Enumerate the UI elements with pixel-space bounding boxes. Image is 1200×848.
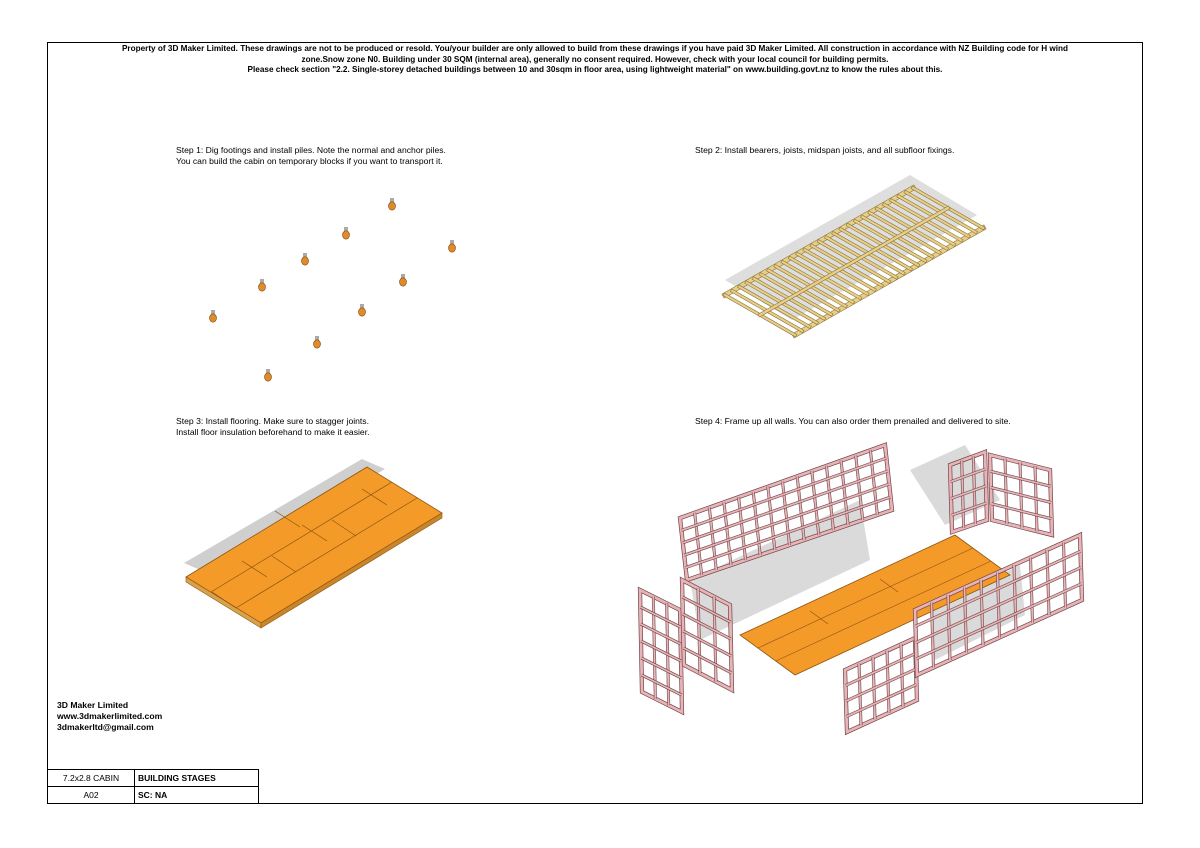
- title-block-rule: [259, 803, 304, 804]
- step-4-wall-framing-illustration: [630, 440, 1085, 745]
- sheet-number: A02: [48, 787, 135, 804]
- pile-2: [259, 279, 266, 291]
- copyright-notice: [52, 44, 1138, 76]
- step-4-caption: [695, 416, 1011, 427]
- step-3-caption-line-1: Step 3: Install flooring. Make sure to stagger joints.: [176, 416, 369, 426]
- step-4-caption-line-1: Step 4: Frame up all walls. You can also order them prenailed and delivered to site.: [695, 416, 1011, 426]
- step-3-caption-line-2: Install floor insulation beforehand to make it easier.: [176, 427, 370, 437]
- company-website: www.3dmakerlimited.com: [57, 711, 163, 721]
- step-2-caption-line-1: Step 2: Install bearers, joists, midspan joists, and all subfloor fixings.: [695, 145, 955, 155]
- right-end-wall-frame: [990, 455, 1052, 535]
- company-name: 3D Maker Limited: [57, 700, 129, 710]
- pile-3: [302, 253, 309, 265]
- step-3-caption: [176, 416, 369, 438]
- notice-line-2: zone.Snow zone N0. Building under 30 SQM (internal area), generally no consent required. However, check with your local council for building permits.: [301, 54, 889, 64]
- pile-8: [359, 304, 366, 316]
- pile-6: [449, 240, 456, 252]
- company-info: [57, 700, 162, 733]
- pile-1: [210, 310, 217, 322]
- notice-line-1: Property of 3D Maker Limited. These drawings are not to be produced or resold. You/your builder are only allowed to build from these drawings if you have paid 3D Maker Limited. All construction in accordance with NZ Building code for H wind: [121, 44, 1069, 53]
- step-2-caption: [695, 145, 954, 156]
- scale-note: SC: NA: [135, 787, 259, 804]
- notice-line-3: Please check section "2.2. Single-storey detached buildings between 10 and 30sqm in floor area, using lightweight material" on www.building.govt.nz to know the rules about this.: [247, 65, 943, 74]
- company-email: 3dmakerltd@gmail.com: [57, 722, 154, 732]
- front-wall-frame: [845, 638, 917, 732]
- step-3-flooring-illustration: [180, 455, 455, 675]
- pile-7: [400, 274, 407, 286]
- step-1-piles-illustration: [190, 190, 480, 390]
- title-block: [47, 769, 259, 804]
- drawing-title: BUILDING STAGES: [135, 770, 259, 787]
- left-end-wall-frame: [640, 590, 682, 712]
- pile-4: [343, 227, 350, 239]
- step-1-caption-line-1: Step 1: Dig footings and install piles. Note the normal and anchor piles.: [176, 145, 446, 155]
- step-1-caption: [176, 145, 446, 167]
- step-2-subfloor-framing-illustration: [715, 170, 990, 370]
- pile-5: [389, 198, 396, 210]
- step-1-caption-line-2: You can build the cabin on temporary blocks if you want to transport it.: [176, 156, 443, 166]
- pile-10: [265, 369, 272, 381]
- project-name: 7.2x2.8 CABIN: [48, 770, 135, 787]
- pile-9: [314, 336, 321, 348]
